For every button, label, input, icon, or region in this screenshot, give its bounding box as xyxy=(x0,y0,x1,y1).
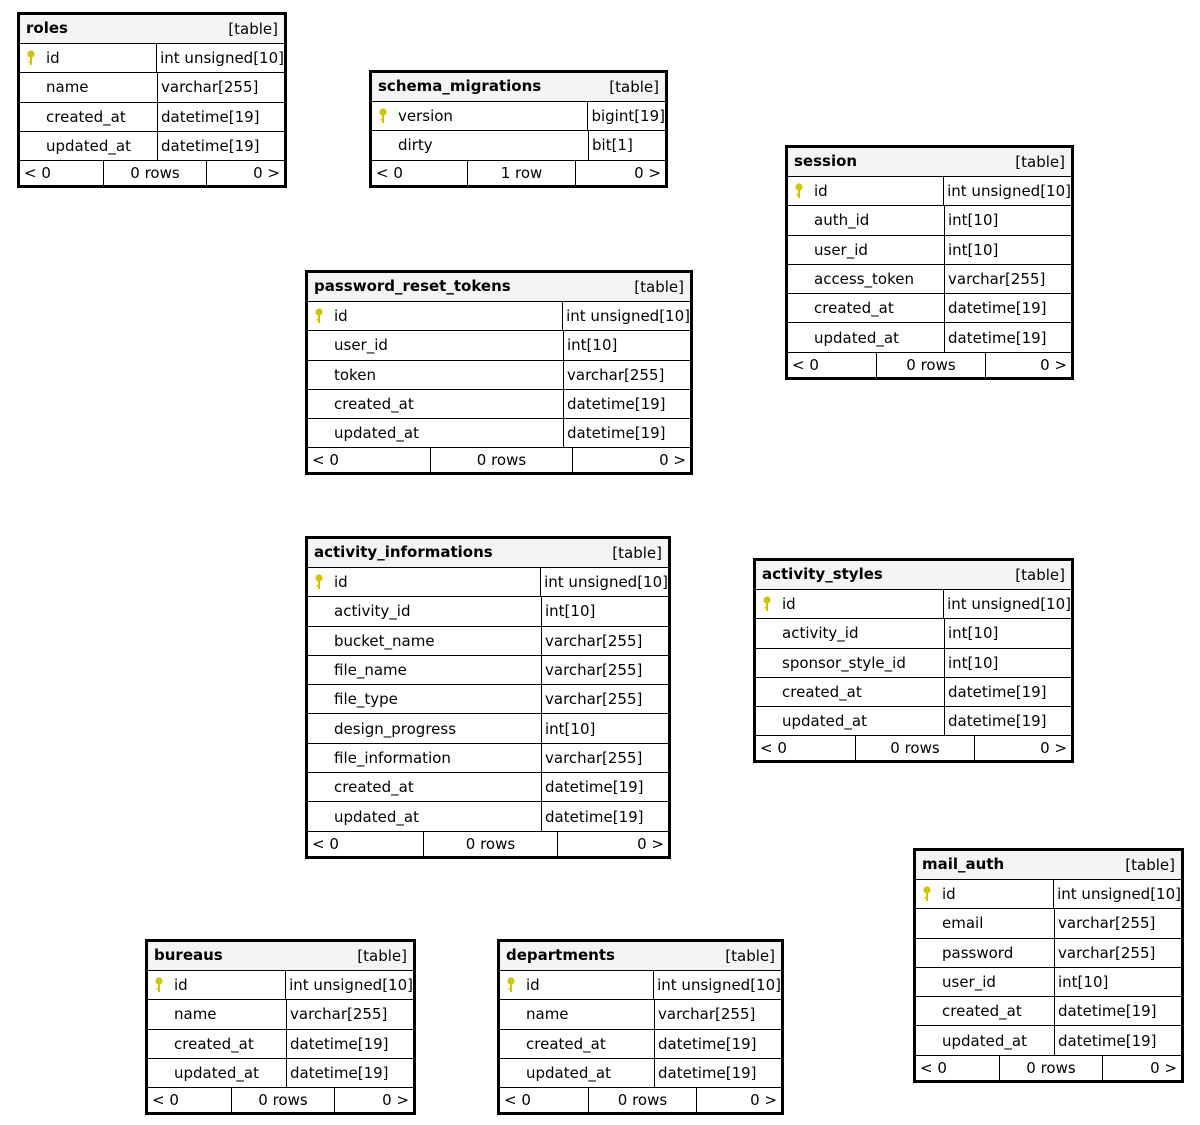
column-name-cell xyxy=(788,206,945,234)
primary-key-icon xyxy=(506,977,526,993)
table-password-reset-tokens[interactable] xyxy=(305,270,693,475)
primary-key-icon xyxy=(922,886,942,902)
column-name-cell xyxy=(788,294,945,322)
column-name-cell xyxy=(308,685,542,713)
column-type: varchar[255] xyxy=(290,1005,388,1024)
column-name-cell xyxy=(148,1059,287,1087)
column-name: updated_at xyxy=(334,424,419,443)
column-type: varchar[255] xyxy=(545,631,643,650)
column-name: bucket_name xyxy=(334,631,435,650)
column-type: varchar[255] xyxy=(545,748,643,767)
column-name: password xyxy=(942,943,1014,962)
primary-key-icon xyxy=(154,977,174,993)
primary-key-icon xyxy=(26,50,46,66)
column-name-cell xyxy=(308,419,564,447)
column-name-cell xyxy=(916,939,1055,967)
prev-page-button[interactable]: < 0 xyxy=(308,832,424,856)
column-type: datetime[19] xyxy=(658,1034,757,1053)
column-name-cell xyxy=(20,132,158,160)
column-name: activity_id xyxy=(334,602,411,621)
column-row[interactable] xyxy=(916,968,1181,997)
column-name: updated_at xyxy=(782,712,867,731)
next-page-button[interactable]: 0 > xyxy=(1040,355,1067,374)
column-name-cell xyxy=(916,968,1055,996)
column-type: datetime[19] xyxy=(948,712,1047,731)
column-name-cell xyxy=(20,73,158,101)
table-header xyxy=(372,73,665,102)
column-name: created_at xyxy=(174,1034,254,1053)
column-name: design_progress xyxy=(334,719,457,738)
column-row[interactable] xyxy=(148,971,413,1000)
column-name: updated_at xyxy=(942,1031,1027,1050)
column-type: int[10] xyxy=(948,653,999,672)
table-type-label: [table] xyxy=(1015,153,1065,171)
column-name: updated_at xyxy=(814,328,899,347)
column-name-cell xyxy=(308,714,542,742)
column-name-cell xyxy=(308,656,542,684)
column-name: user_id xyxy=(814,240,868,259)
row-count: 1 row xyxy=(468,161,576,185)
column-name-cell xyxy=(916,997,1055,1025)
column-row[interactable] xyxy=(308,656,668,685)
primary-key-icon xyxy=(314,308,334,324)
column-type: int unsigned[10] xyxy=(544,573,668,592)
column-row[interactable] xyxy=(500,1059,781,1088)
column-name: created_at xyxy=(782,683,862,702)
table-header xyxy=(148,942,413,971)
column-row[interactable] xyxy=(756,619,1071,648)
column-name: id xyxy=(782,595,796,614)
column-type: varchar[255] xyxy=(545,661,643,680)
table-footer xyxy=(308,832,668,856)
column-type: datetime[19] xyxy=(1058,1031,1157,1050)
column-type: datetime[19] xyxy=(567,424,666,443)
column-type: datetime[19] xyxy=(948,328,1047,347)
column-name-cell xyxy=(788,265,945,293)
column-name: updated_at xyxy=(174,1064,259,1083)
column-row[interactable] xyxy=(308,361,690,390)
column-row[interactable] xyxy=(308,714,668,743)
column-name: dirty xyxy=(398,136,433,155)
column-type: datetime[19] xyxy=(545,807,644,826)
next-page-button[interactable]: 0 > xyxy=(1040,739,1067,758)
column-row[interactable] xyxy=(788,265,1071,294)
table-mail-auth[interactable] xyxy=(913,848,1184,1083)
column-name-cell xyxy=(788,236,945,264)
table-bureaus[interactable] xyxy=(145,939,416,1115)
column-row[interactable] xyxy=(756,649,1071,678)
column-name-cell xyxy=(308,773,542,801)
table-footer xyxy=(916,1056,1181,1080)
column-row[interactable] xyxy=(308,627,668,656)
table-name: activity_informations xyxy=(314,543,493,561)
primary-key-icon xyxy=(378,108,398,124)
column-type: varchar[255] xyxy=(161,78,259,97)
column-type: int unsigned[10] xyxy=(657,976,781,995)
column-type: int[10] xyxy=(545,602,596,621)
table-footer xyxy=(148,1088,413,1112)
column-row[interactable] xyxy=(916,880,1181,909)
column-name-cell xyxy=(500,1030,655,1058)
next-page-button[interactable]: 0 > xyxy=(634,163,661,182)
column-name: user_id xyxy=(942,973,996,992)
table-type-label: [table] xyxy=(1015,566,1065,584)
table-header xyxy=(756,561,1071,590)
column-name-cell xyxy=(20,44,157,72)
column-type: int[10] xyxy=(948,211,999,230)
column-name-cell xyxy=(308,568,541,596)
column-type: int unsigned[10] xyxy=(566,307,690,326)
column-row[interactable] xyxy=(148,1030,413,1059)
column-name: updated_at xyxy=(334,807,419,826)
column-name: activity_id xyxy=(782,624,859,643)
column-name-cell xyxy=(756,678,945,706)
row-count: 0 rows xyxy=(1000,1056,1103,1080)
column-name-cell xyxy=(308,597,542,625)
table-activity-styles[interactable] xyxy=(753,558,1074,763)
column-type: varchar[255] xyxy=(948,270,1046,289)
row-count: 0 rows xyxy=(856,736,975,760)
column-name-cell xyxy=(788,177,944,205)
column-type: datetime[19] xyxy=(948,299,1047,318)
column-name: access_token xyxy=(814,270,914,289)
column-name-cell xyxy=(756,649,945,677)
column-name: id xyxy=(46,49,60,68)
column-type: int[10] xyxy=(1058,973,1109,992)
prev-page-button[interactable]: < 0 xyxy=(308,448,431,472)
table-footer xyxy=(20,161,284,185)
table-type-label: [table] xyxy=(725,947,775,965)
column-row[interactable] xyxy=(500,1000,781,1029)
column-name-cell xyxy=(916,909,1055,937)
column-type: varchar[255] xyxy=(1058,943,1156,962)
column-row[interactable] xyxy=(788,236,1071,265)
column-row[interactable] xyxy=(788,177,1071,206)
column-name: id xyxy=(334,573,348,592)
table-name: activity_styles xyxy=(762,565,883,583)
column-name-cell xyxy=(372,102,588,130)
column-name: email xyxy=(942,914,984,933)
column-name: updated_at xyxy=(526,1064,611,1083)
column-name: auth_id xyxy=(814,211,870,230)
next-page-button[interactable]: 0 > xyxy=(1150,1058,1177,1077)
prev-page-button[interactable]: < 0 xyxy=(788,353,877,377)
column-row[interactable] xyxy=(788,294,1071,323)
column-name: created_at xyxy=(334,395,414,414)
column-row[interactable] xyxy=(308,419,690,448)
column-row[interactable] xyxy=(788,323,1071,352)
table-name: session xyxy=(794,152,858,170)
row-count: 0 rows xyxy=(589,1088,697,1112)
column-name: id xyxy=(814,182,828,201)
prev-page-button[interactable]: < 0 xyxy=(916,1056,1000,1080)
column-type: int unsigned[10] xyxy=(1057,885,1181,904)
column-row[interactable] xyxy=(916,1026,1181,1055)
column-type: datetime[19] xyxy=(567,395,666,414)
table-header xyxy=(916,851,1181,880)
column-type: varchar[255] xyxy=(567,365,665,384)
column-name-cell xyxy=(756,619,945,647)
column-row[interactable] xyxy=(916,909,1181,938)
table-type-label: [table] xyxy=(228,20,278,38)
column-name-cell xyxy=(916,880,1054,908)
column-row[interactable] xyxy=(308,773,668,802)
column-type: int[10] xyxy=(567,336,618,355)
column-name: id xyxy=(334,307,348,326)
column-row[interactable] xyxy=(308,568,668,597)
column-name-cell xyxy=(148,1030,287,1058)
row-count: 0 rows xyxy=(431,448,573,472)
column-row[interactable] xyxy=(756,707,1071,736)
table-type-label: [table] xyxy=(612,544,662,562)
column-type: datetime[19] xyxy=(290,1064,389,1083)
column-name: id xyxy=(942,885,956,904)
column-name: file_type xyxy=(334,690,398,709)
table-header xyxy=(20,15,284,44)
column-row[interactable] xyxy=(756,590,1071,619)
column-row[interactable] xyxy=(308,802,668,831)
table-type-label: [table] xyxy=(1125,856,1175,874)
column-row[interactable] xyxy=(308,597,668,626)
table-activity-informations[interactable] xyxy=(305,536,671,859)
table-name: bureaus xyxy=(154,946,223,964)
table-departments[interactable] xyxy=(497,939,784,1115)
column-name: updated_at xyxy=(46,137,131,156)
row-count: 0 rows xyxy=(877,353,986,377)
column-name: created_at xyxy=(46,107,126,126)
column-name-cell xyxy=(500,1059,655,1087)
table-roles[interactable] xyxy=(17,12,287,188)
next-page-button[interactable]: 0 > xyxy=(659,451,686,470)
column-row[interactable] xyxy=(372,131,665,160)
column-name-cell xyxy=(308,390,564,418)
column-row[interactable] xyxy=(20,132,284,161)
column-name: name xyxy=(174,1005,217,1024)
column-row[interactable] xyxy=(20,103,284,132)
column-row[interactable] xyxy=(308,744,668,773)
column-name: token xyxy=(334,365,376,384)
row-count: 0 rows xyxy=(424,832,558,856)
table-name: schema_migrations xyxy=(378,77,542,95)
column-type: datetime[19] xyxy=(161,107,260,126)
table-footer xyxy=(308,448,690,472)
column-type: bit[1] xyxy=(592,136,633,155)
column-name-cell xyxy=(308,302,563,330)
primary-key-icon xyxy=(762,596,782,612)
column-row[interactable] xyxy=(308,390,690,419)
column-name: user_id xyxy=(334,336,388,355)
column-row[interactable] xyxy=(372,102,665,131)
table-footer xyxy=(788,353,1071,377)
column-row[interactable] xyxy=(916,939,1181,968)
column-type: datetime[19] xyxy=(1058,1002,1157,1021)
column-name-cell xyxy=(788,323,945,351)
column-row[interactable] xyxy=(148,1059,413,1088)
column-name-cell xyxy=(756,707,945,735)
column-name: id xyxy=(174,976,188,995)
prev-page-button[interactable]: < 0 xyxy=(20,161,104,185)
column-type: int[10] xyxy=(948,624,999,643)
column-row[interactable] xyxy=(308,685,668,714)
table-name: departments xyxy=(506,946,615,964)
column-name: id xyxy=(526,976,540,995)
column-row[interactable] xyxy=(500,1030,781,1059)
prev-page-button[interactable]: < 0 xyxy=(500,1088,589,1112)
column-name-cell xyxy=(916,1026,1055,1054)
column-name: version xyxy=(398,107,453,126)
table-footer xyxy=(372,161,665,185)
row-count: 0 rows xyxy=(232,1088,335,1112)
column-name-cell xyxy=(308,331,564,359)
primary-key-icon xyxy=(794,183,814,199)
column-row[interactable] xyxy=(756,678,1071,707)
column-row[interactable] xyxy=(20,73,284,102)
column-name: created_at xyxy=(334,778,414,797)
next-page-button[interactable]: 0 > xyxy=(637,834,664,853)
column-name-cell xyxy=(500,971,654,999)
column-type: datetime[19] xyxy=(290,1034,389,1053)
column-name-cell xyxy=(148,971,286,999)
column-type: varchar[255] xyxy=(545,690,643,709)
column-name-cell xyxy=(372,131,589,159)
column-type: bigint[19] xyxy=(591,107,665,126)
column-name-cell xyxy=(308,744,542,772)
next-page-button[interactable]: 0 > xyxy=(253,164,280,183)
table-header xyxy=(500,942,781,971)
column-name: created_at xyxy=(526,1034,606,1053)
column-row[interactable] xyxy=(788,206,1071,235)
table-type-label: [table] xyxy=(609,78,659,96)
table-header xyxy=(308,539,668,568)
table-session[interactable] xyxy=(785,145,1074,380)
primary-key-icon xyxy=(314,574,334,590)
column-name: sponsor_style_id xyxy=(782,653,906,672)
row-count: 0 rows xyxy=(104,161,207,185)
table-footer xyxy=(500,1088,781,1112)
table-name: roles xyxy=(26,19,68,37)
column-type: datetime[19] xyxy=(545,778,644,797)
column-name-cell xyxy=(500,1000,655,1028)
table-type-label: [table] xyxy=(357,947,407,965)
column-type: int[10] xyxy=(948,240,999,259)
table-schema-migrations[interactable] xyxy=(369,70,668,188)
column-type: datetime[19] xyxy=(948,683,1047,702)
next-page-button[interactable]: 0 > xyxy=(750,1091,777,1110)
table-type-label: [table] xyxy=(634,278,684,296)
prev-page-button[interactable]: < 0 xyxy=(148,1088,232,1112)
column-name-cell xyxy=(308,361,564,389)
table-name: mail_auth xyxy=(922,855,1005,873)
column-row[interactable] xyxy=(500,971,781,1000)
column-type: int[10] xyxy=(545,719,596,738)
prev-page-button[interactable]: < 0 xyxy=(756,736,856,760)
column-name: file_information xyxy=(334,748,451,767)
column-type: int unsigned[10] xyxy=(160,49,284,68)
column-name-cell xyxy=(308,802,542,830)
column-name: name xyxy=(46,78,89,97)
column-type: int unsigned[10] xyxy=(947,182,1071,201)
column-name: file_name xyxy=(334,661,407,680)
column-type: int unsigned[10] xyxy=(947,595,1071,614)
prev-page-button[interactable]: < 0 xyxy=(372,161,468,185)
column-name-cell xyxy=(20,103,158,131)
table-header xyxy=(308,273,690,302)
next-page-button[interactable]: 0 > xyxy=(382,1091,409,1110)
column-name-cell xyxy=(756,590,944,618)
column-name: created_at xyxy=(814,299,894,318)
column-row[interactable] xyxy=(148,1000,413,1029)
column-row[interactable] xyxy=(20,44,284,73)
column-type: varchar[255] xyxy=(658,1005,756,1024)
column-name-cell xyxy=(308,627,542,655)
column-type: varchar[255] xyxy=(1058,914,1156,933)
column-row[interactable] xyxy=(916,997,1181,1026)
column-row[interactable] xyxy=(308,302,690,331)
column-name-cell xyxy=(148,1000,287,1028)
column-row[interactable] xyxy=(308,331,690,360)
column-name: name xyxy=(526,1005,569,1024)
column-type: int unsigned[10] xyxy=(289,976,413,995)
table-header xyxy=(788,148,1071,177)
column-type: datetime[19] xyxy=(161,137,260,156)
table-footer xyxy=(756,736,1071,760)
column-type: datetime[19] xyxy=(658,1064,757,1083)
column-name: created_at xyxy=(942,1002,1022,1021)
table-name: password_reset_tokens xyxy=(314,277,511,295)
